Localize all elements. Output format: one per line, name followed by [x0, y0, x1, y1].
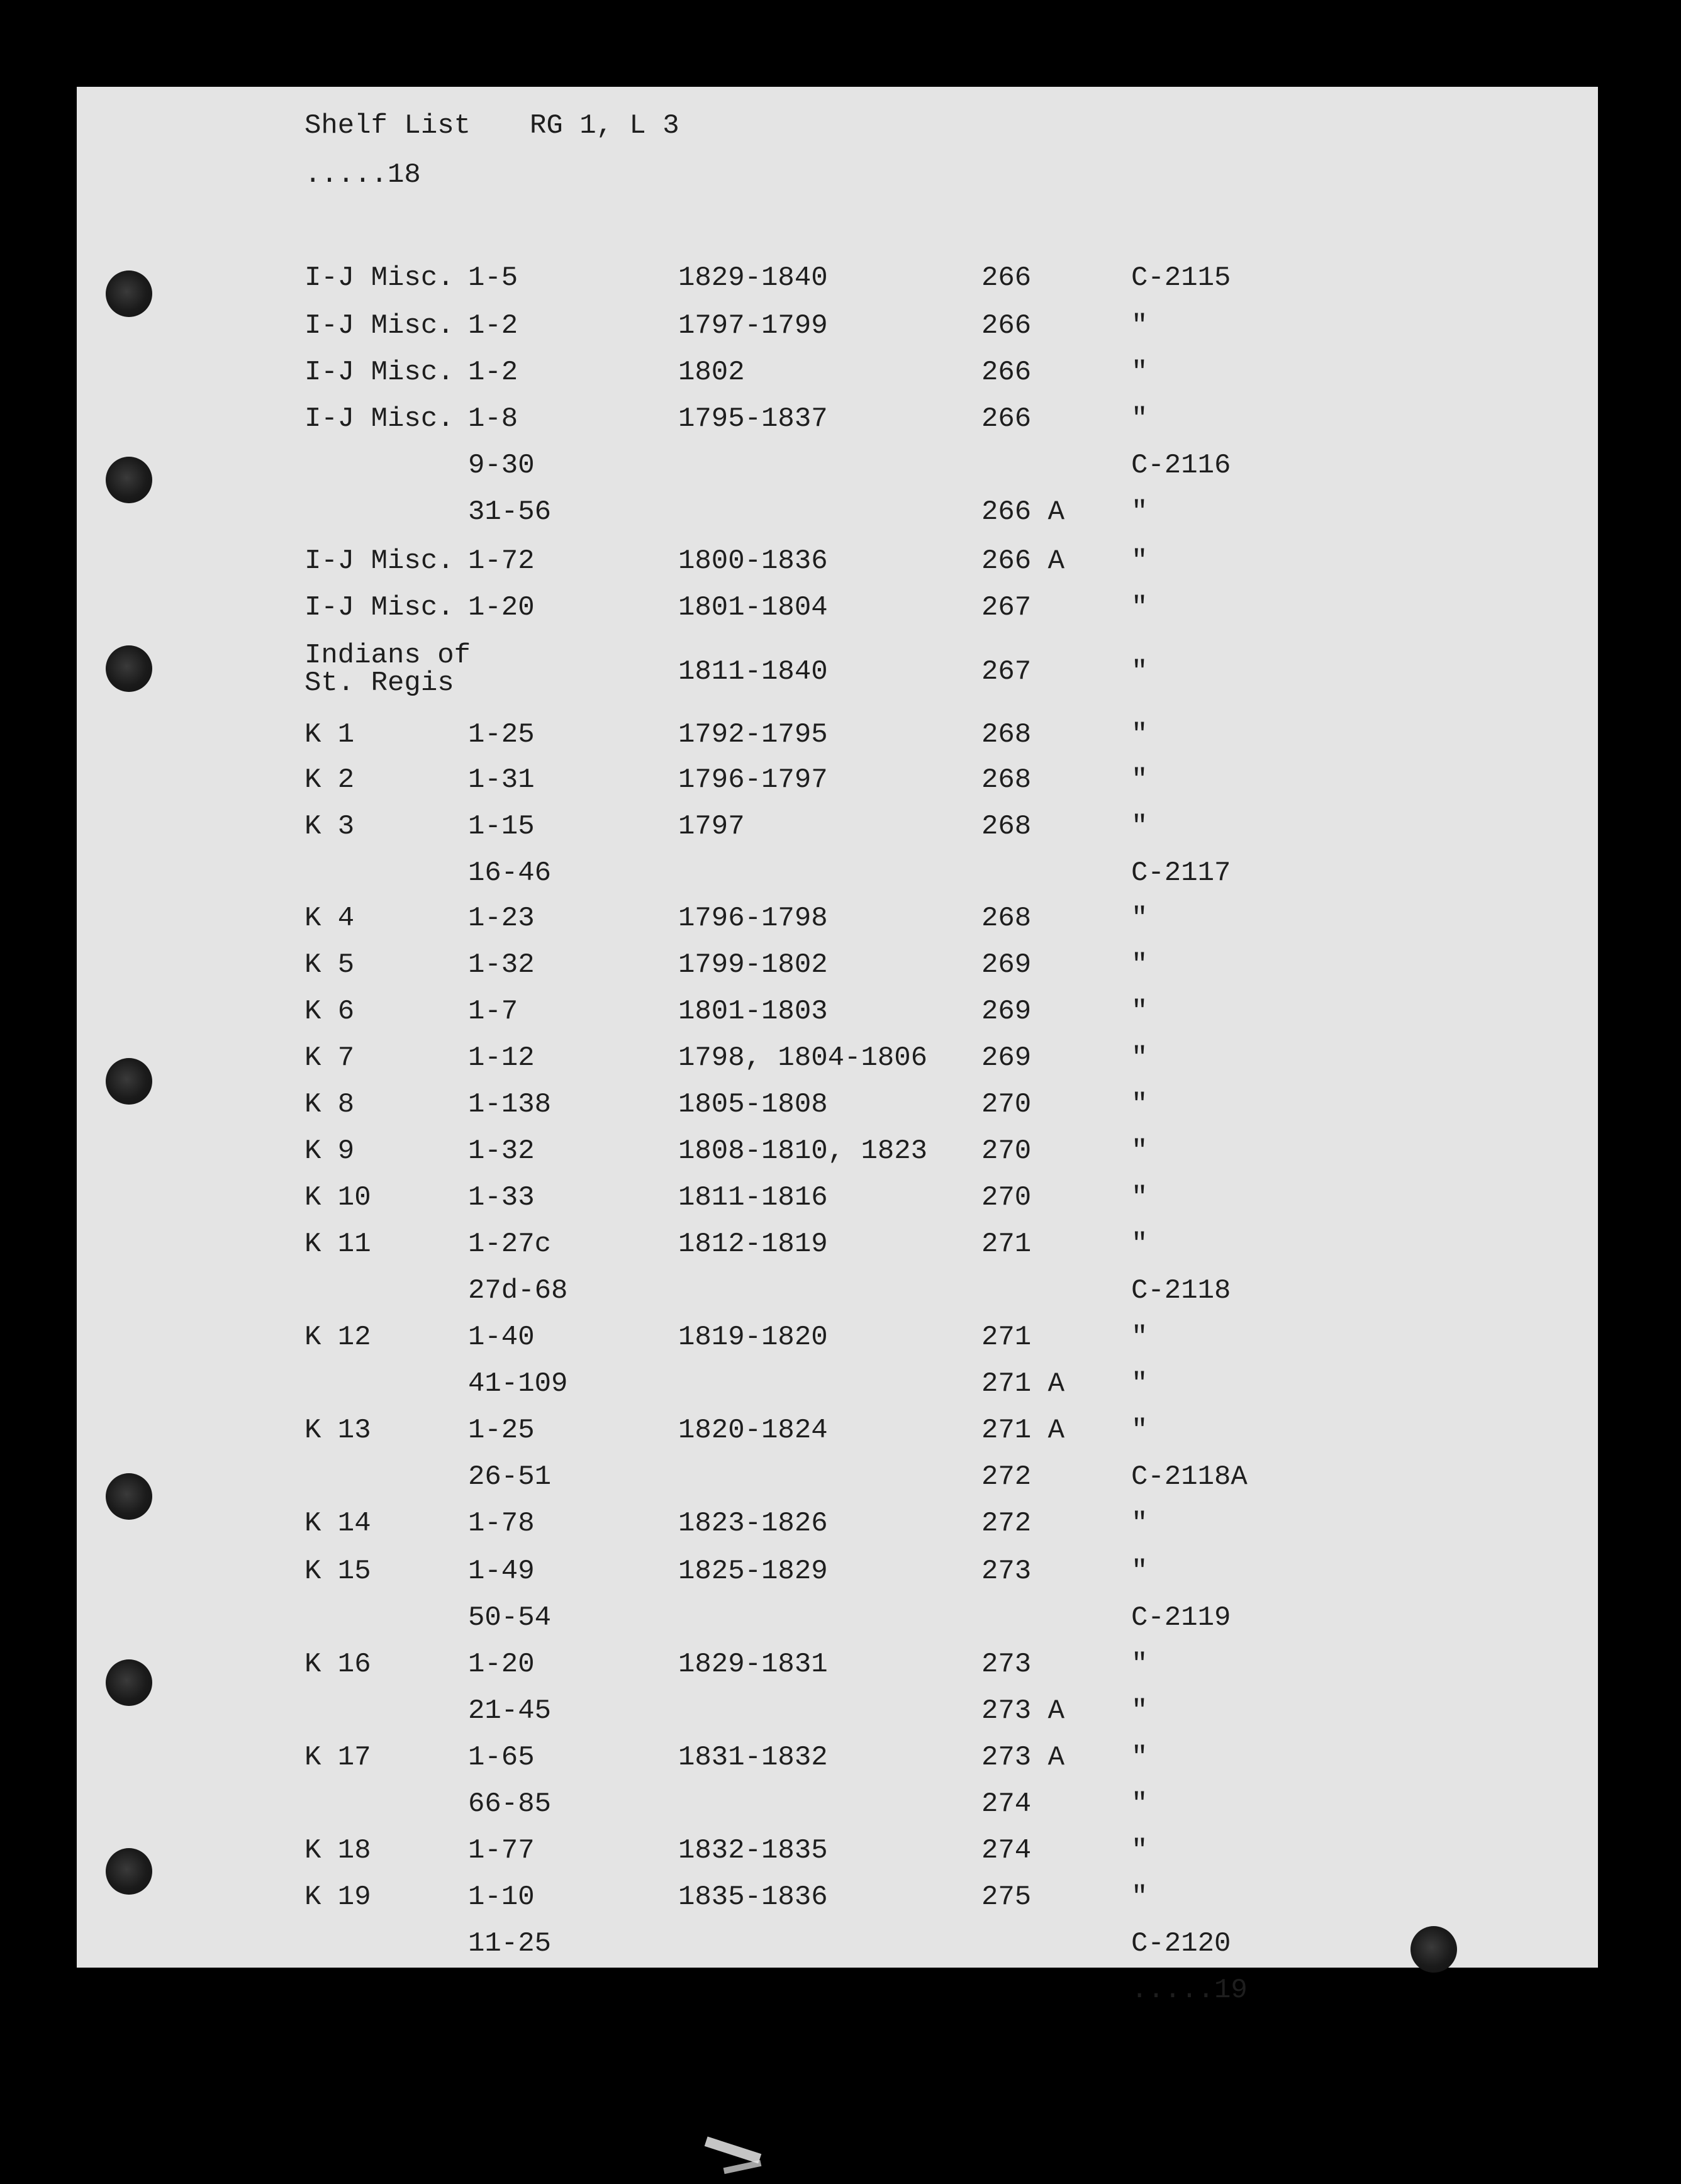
items-cell: 1-7: [468, 996, 518, 1027]
reel-cell: C-2116: [1131, 450, 1231, 481]
series-cell: K 6: [304, 996, 355, 1027]
reel-cell: ": [1131, 592, 1148, 623]
box-cell: 268: [981, 811, 1032, 842]
table-row: [77, 1510, 1598, 1547]
items-cell: 11-25: [468, 1928, 552, 1959]
series-cell: K 12: [304, 1322, 371, 1353]
table-row: [77, 721, 1598, 759]
series-cell: K 7: [304, 1042, 355, 1074]
dates-cell: 1808-1810, 1823: [678, 1135, 928, 1167]
table-row: [77, 1184, 1598, 1222]
table-row: [77, 547, 1598, 585]
items-cell: 1-2: [468, 357, 518, 388]
table-row: [77, 766, 1598, 804]
dates-cell: 1805-1808: [678, 1089, 828, 1120]
reel-cell: ": [1131, 403, 1148, 435]
items-cell: 1-138: [468, 1089, 552, 1120]
dates-cell: 1829-1840: [678, 262, 828, 294]
items-cell: 9-30: [468, 450, 535, 481]
dates-cell: 1797-1799: [678, 310, 828, 342]
series-cell: K 18: [304, 1835, 371, 1866]
box-cell: 266: [981, 403, 1032, 435]
table-row: [77, 1744, 1598, 1781]
items-cell: 1-2: [468, 310, 518, 342]
reel-cell: ": [1131, 1881, 1148, 1913]
table-row: [77, 1790, 1598, 1828]
reel-cell: ": [1131, 996, 1148, 1027]
items-cell: 1-33: [468, 1182, 535, 1213]
dates-cell: 1831-1832: [678, 1742, 828, 1773]
page-title: Shelf List: [304, 110, 471, 142]
items-cell: 1-10: [468, 1881, 535, 1913]
items-cell: 27d-68: [468, 1275, 568, 1306]
reel-cell: ": [1131, 719, 1148, 750]
items-cell: 16-46: [468, 857, 552, 889]
items-cell: 1-8: [468, 403, 518, 435]
box-cell: 266 A: [981, 496, 1065, 528]
dates-cell: 1811-1840: [678, 656, 828, 688]
box-cell: 273 A: [981, 1742, 1065, 1773]
items-cell: 1-12: [468, 1042, 535, 1074]
reel-cell: ": [1131, 903, 1148, 934]
table-row: [77, 1323, 1598, 1361]
box-cell: 268: [981, 719, 1032, 750]
items-cell: 1-20: [468, 1649, 535, 1680]
reel-cell: C-2120: [1131, 1928, 1231, 1959]
table-row: [77, 998, 1598, 1035]
dates-cell: 1829-1831: [678, 1649, 828, 1680]
items-cell: 1-32: [468, 949, 535, 981]
items-cell: 1-77: [468, 1835, 535, 1866]
series-cell: K 5: [304, 949, 355, 981]
table-row: [77, 859, 1598, 897]
series-cell: I-J Misc.: [304, 403, 454, 435]
reel-cell: C-2118A: [1131, 1461, 1248, 1493]
record-group-ref: RG 1, L 3: [530, 110, 679, 142]
box-cell: 267: [981, 592, 1032, 623]
items-cell: 1-25: [468, 719, 535, 750]
series-cell: K 13: [304, 1415, 371, 1446]
items-cell: 1-23: [468, 903, 535, 934]
box-cell: 271 A: [981, 1368, 1065, 1400]
items-cell: 1-20: [468, 592, 535, 623]
reel-cell: ": [1131, 1835, 1148, 1866]
box-cell: 266 A: [981, 545, 1065, 577]
dates-cell: 1812-1819: [678, 1228, 828, 1260]
table-row: [77, 1091, 1598, 1128]
series-cell: K 1: [304, 719, 355, 750]
series-cell: I-J Misc.: [304, 592, 454, 623]
box-cell: 266: [981, 357, 1032, 388]
series-cell: K 10: [304, 1182, 371, 1213]
reel-cell: ": [1131, 1556, 1148, 1587]
series-cell: K 14: [304, 1508, 371, 1539]
reel-cell: C-2118: [1131, 1275, 1231, 1306]
box-cell: 271 A: [981, 1415, 1065, 1446]
reel-cell: ": [1131, 764, 1148, 796]
dates-cell: 1823-1826: [678, 1508, 828, 1539]
table-row: [77, 1417, 1598, 1454]
table-row: [77, 498, 1598, 536]
box-cell: 269: [981, 949, 1032, 981]
reel-cell: C-2119: [1131, 1602, 1231, 1634]
box-cell: 268: [981, 764, 1032, 796]
series-cell: K 19: [304, 1881, 371, 1913]
table-row: [77, 312, 1598, 350]
dates-cell: 1799-1802: [678, 949, 828, 981]
dates-cell: 1800-1836: [678, 545, 828, 577]
items-cell: 26-51: [468, 1461, 552, 1493]
box-cell: 274: [981, 1835, 1032, 1866]
reel-cell: ": [1131, 1368, 1148, 1400]
series-cell: K 8: [304, 1089, 355, 1120]
stray-mark: [705, 2136, 762, 2163]
reel-cell: ": [1131, 310, 1148, 342]
reel-cell: ": [1131, 1695, 1148, 1727]
table-row: [77, 1370, 1598, 1408]
reel-cell: C-2115: [1131, 262, 1231, 294]
series-cell: I-J Misc.: [304, 357, 454, 388]
box-cell: 272: [981, 1508, 1032, 1539]
stray-mark: [723, 2160, 762, 2174]
reel-cell: ": [1131, 1228, 1148, 1260]
dates-cell: 1795-1837: [678, 403, 828, 435]
items-cell: 1-78: [468, 1508, 535, 1539]
dates-cell: 1811-1816: [678, 1182, 828, 1213]
table-row: [77, 905, 1598, 942]
table-row: [77, 813, 1598, 850]
series-cell: K 3: [304, 811, 355, 842]
box-cell: 266: [981, 262, 1032, 294]
items-cell: 66-85: [468, 1788, 552, 1820]
table-row: [77, 1837, 1598, 1875]
box-cell: 270: [981, 1089, 1032, 1120]
reel-cell: ": [1131, 357, 1148, 388]
box-cell: 272: [981, 1461, 1032, 1493]
reel-cell: ": [1131, 811, 1148, 842]
items-cell: 21-45: [468, 1695, 552, 1727]
dates-cell: 1801-1803: [678, 996, 828, 1027]
table-row: [77, 1137, 1598, 1175]
items-cell: 1-32: [468, 1135, 535, 1167]
dates-cell: 1792-1795: [678, 719, 828, 750]
items-cell: 1-27c: [468, 1228, 552, 1260]
table-row: [77, 594, 1598, 632]
series-cell: K 2: [304, 764, 355, 796]
reel-cell: ": [1131, 1135, 1148, 1167]
items-cell: 1-25: [468, 1415, 535, 1446]
table-row: [77, 359, 1598, 396]
box-cell: 271: [981, 1322, 1032, 1353]
box-cell: 267: [981, 656, 1032, 688]
dates-cell: 1797: [678, 811, 745, 842]
table-row: [77, 1651, 1598, 1688]
box-cell: 270: [981, 1182, 1032, 1213]
table-row: [77, 1883, 1598, 1921]
table-row: [77, 1277, 1598, 1315]
reel-cell: C-2117: [1131, 857, 1231, 889]
reel-cell: ": [1131, 1742, 1148, 1773]
box-cell: 268: [981, 903, 1032, 934]
reel-cell: ": [1131, 1042, 1148, 1074]
items-cell: 41-109: [468, 1368, 568, 1400]
table-row: [77, 1463, 1598, 1501]
dates-cell: 1835-1836: [678, 1881, 828, 1913]
box-cell: 270: [981, 1135, 1032, 1167]
dates-cell: 1832-1835: [678, 1835, 828, 1866]
dates-cell: 1820-1824: [678, 1415, 828, 1446]
items-cell: 1-31: [468, 764, 535, 796]
series-cell: K 16: [304, 1649, 371, 1680]
items-cell: 1-40: [468, 1322, 535, 1353]
reel-cell: ": [1131, 1182, 1148, 1213]
table-row: [77, 640, 1598, 699]
items-cell: 1-72: [468, 545, 535, 577]
dates-cell: 1798, 1804-1806: [678, 1042, 928, 1074]
table-row: [77, 264, 1598, 302]
next-page-ref: .....19: [1131, 1975, 1248, 2006]
table-row: [77, 1044, 1598, 1082]
series-cell: I-J Misc.: [304, 545, 454, 577]
box-cell: 269: [981, 1042, 1032, 1074]
reel-cell: ": [1131, 656, 1148, 688]
dates-cell: 1801-1804: [678, 592, 828, 623]
box-cell: 266: [981, 310, 1032, 342]
table-row: [77, 1230, 1598, 1268]
table-row: [77, 1697, 1598, 1735]
box-cell: 273 A: [981, 1695, 1065, 1727]
items-cell: 50-54: [468, 1602, 552, 1634]
reel-cell: ": [1131, 1322, 1148, 1353]
items-cell: 31-56: [468, 496, 552, 528]
box-cell: 273: [981, 1556, 1032, 1587]
reel-cell: ": [1131, 1508, 1148, 1539]
items-cell: 1-5: [468, 262, 518, 294]
reel-cell: ": [1131, 496, 1148, 528]
previous-page-ref: .....18: [304, 159, 421, 191]
reel-cell: ": [1131, 1415, 1148, 1446]
series-cell: K 11: [304, 1228, 371, 1260]
dates-cell: 1825-1829: [678, 1556, 828, 1587]
box-cell: 271: [981, 1228, 1032, 1260]
table-row: [77, 1557, 1598, 1595]
dates-cell: 1802: [678, 357, 745, 388]
reel-cell: ": [1131, 545, 1148, 577]
table-row: [77, 951, 1598, 989]
box-cell: 269: [981, 996, 1032, 1027]
table-row: [77, 1604, 1598, 1642]
dates-cell: 1819-1820: [678, 1322, 828, 1353]
series-cell: K 4: [304, 903, 355, 934]
reel-cell: ": [1131, 1649, 1148, 1680]
box-cell: 274: [981, 1788, 1032, 1820]
document-page: [77, 87, 1598, 2006]
reel-cell: ": [1131, 1089, 1148, 1120]
series-cell: K 17: [304, 1742, 371, 1773]
series-cell: K 9: [304, 1135, 355, 1167]
dates-cell: 1796-1798: [678, 903, 828, 934]
items-cell: 1-65: [468, 1742, 535, 1773]
items-cell: 1-49: [468, 1556, 535, 1587]
series-cell: K 15: [304, 1556, 371, 1587]
items-cell: 1-15: [468, 811, 535, 842]
series-cell: I-J Misc.: [304, 310, 454, 342]
reel-cell: ": [1131, 1788, 1148, 1820]
series-cell: I-J Misc.: [304, 262, 454, 294]
table-row: [77, 1930, 1598, 1968]
reel-cell: ": [1131, 949, 1148, 981]
box-cell: 273: [981, 1649, 1032, 1680]
series-cell: Indians of St. Regis: [304, 640, 471, 699]
box-cell: 275: [981, 1881, 1032, 1913]
table-row: [77, 405, 1598, 443]
dates-cell: 1796-1797: [678, 764, 828, 796]
table-row: [77, 452, 1598, 489]
